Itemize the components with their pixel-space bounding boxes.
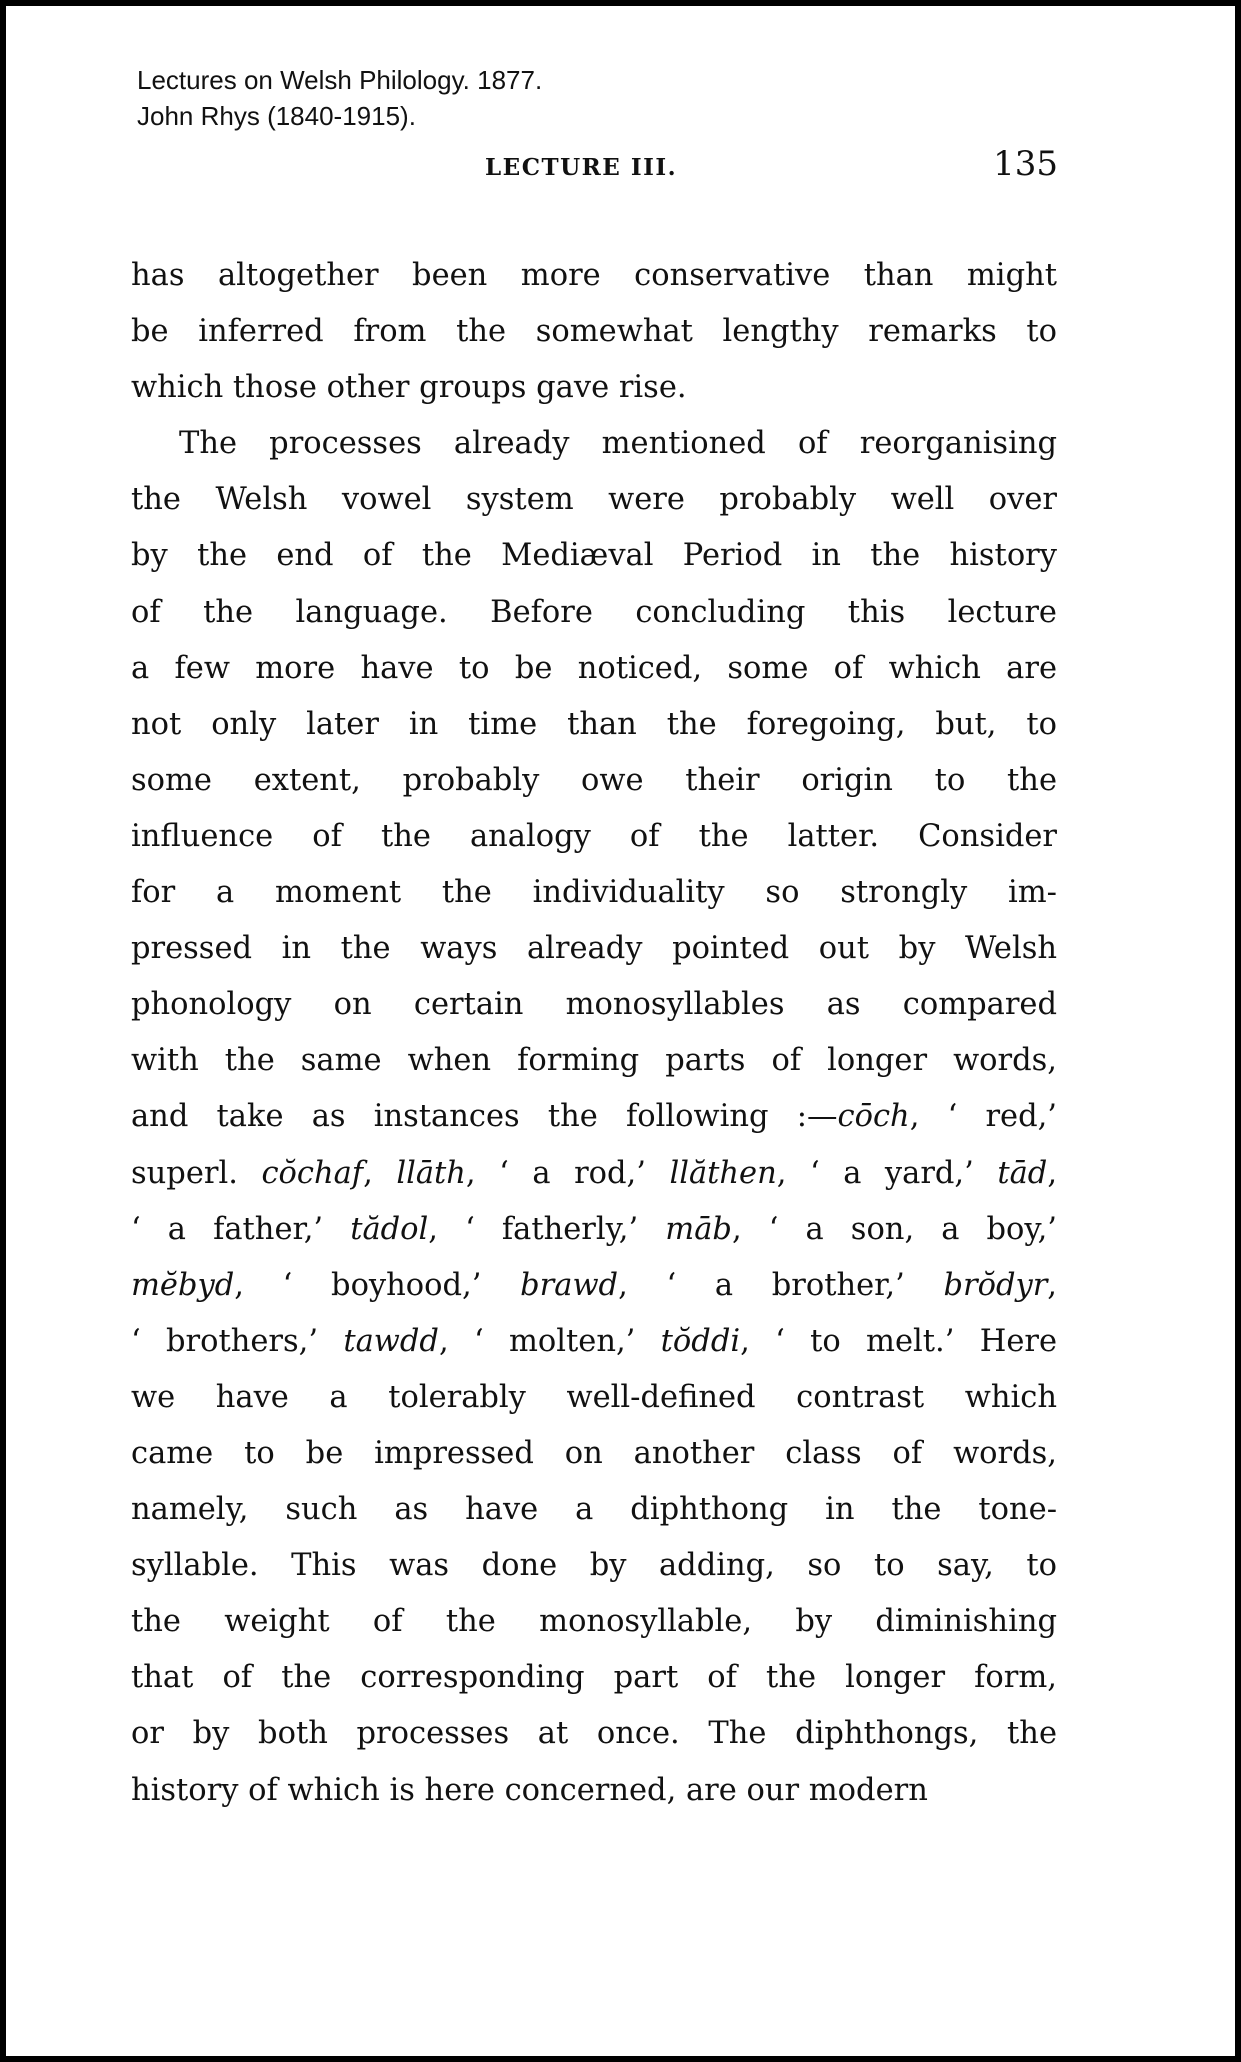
text-segment: , ‘ a rod,’ — [465, 1155, 670, 1191]
text-segment: syllable. This was done by adding, so to say, to — [131, 1548, 1057, 1584]
text-line — [131, 248, 1057, 304]
text-segment: superl. — [131, 1155, 262, 1191]
page-number: 135 — [993, 144, 1058, 184]
text-line — [131, 1482, 1057, 1538]
text-line — [131, 1089, 1057, 1145]
text-line — [131, 1258, 1057, 1314]
text-line — [131, 416, 1057, 472]
text-segment: , ‘ molten,’ — [438, 1323, 661, 1359]
text-line — [131, 1314, 1057, 1370]
text-segment: , ‘ red,’ — [909, 1099, 1058, 1135]
text-segment: namely, such as have a diphthong in the tone- — [131, 1492, 1057, 1528]
text-segment: ‘ brothers,’ — [131, 1323, 344, 1359]
source-citation — [137, 62, 542, 134]
text-segment: , ‘ to melt.’ Here — [740, 1323, 1058, 1359]
text-line — [131, 472, 1057, 528]
text-segment: the Welsh vowel system were probably well over — [131, 482, 1057, 518]
text-segment: , — [1047, 1267, 1057, 1303]
text-segment: be inferred from the somewhat lengthy remarks to — [131, 314, 1057, 350]
text-line — [131, 1706, 1057, 1762]
text-segment: has altogether been more conservative than might — [131, 258, 1057, 293]
text-segment: and take as instances the following :— — [131, 1099, 838, 1135]
text-segment: came to be impressed on another class of words, — [131, 1435, 1057, 1471]
italic-welsh-word: tădol — [350, 1211, 429, 1247]
text-line — [131, 977, 1057, 1033]
text-segment: , — [363, 1155, 397, 1191]
body-text — [131, 248, 1057, 1819]
text-segment: , ‘ boyhood,’ — [234, 1267, 521, 1303]
italic-welsh-word: tŏddi — [660, 1323, 741, 1359]
italic-welsh-word: tawdd — [343, 1323, 439, 1359]
text-line — [131, 304, 1057, 360]
text-line — [131, 1426, 1057, 1482]
text-segment: not only later in time than the foregoing, but, to — [131, 706, 1057, 742]
text-segment: , ‘ a brother,’ — [618, 1267, 944, 1303]
text-segment: history of which is here concerned, are our modern — [131, 1772, 928, 1808]
text-segment: pressed in the ways already pointed out by Welsh — [131, 931, 1057, 967]
text-segment: with the same when forming parts of longer words, — [131, 1043, 1057, 1079]
text-segment: , — [1047, 1155, 1058, 1191]
text-segment: or by both processes at once. The diphthongs, the — [131, 1716, 1057, 1752]
text-line — [131, 585, 1057, 641]
text-segment: influence of the analogy of the latter. Consider — [131, 818, 1057, 854]
italic-welsh-word: llăthen — [669, 1155, 777, 1191]
italic-welsh-word: cōch — [837, 1099, 910, 1135]
text-segment: that of the corresponding part of the longer form, — [131, 1660, 1057, 1696]
text-segment: , ‘ a son, a boy,’ — [731, 1211, 1057, 1247]
text-line — [131, 1650, 1057, 1706]
text-line — [131, 1033, 1057, 1089]
text-line — [131, 1370, 1057, 1426]
text-segment: phonology on certain monosyllables as compared — [131, 987, 1057, 1023]
text-line — [131, 865, 1057, 921]
text-line — [131, 1202, 1057, 1258]
text-segment: The processes already mentioned of reorganising — [179, 426, 1057, 462]
italic-welsh-word: llāth — [396, 1155, 466, 1191]
text-segment: , ‘ a yard,’ — [776, 1155, 998, 1191]
italic-welsh-word: brawd — [520, 1267, 619, 1303]
text-segment: some extent, probably owe their origin to the — [131, 762, 1057, 798]
text-line — [131, 1538, 1057, 1594]
italic-welsh-word: mĕbyd — [131, 1267, 235, 1303]
running-head — [0, 144, 1241, 192]
text-line — [131, 1146, 1057, 1202]
running-head-title: LECTURE III. — [485, 154, 678, 181]
text-line — [131, 1763, 1057, 1819]
italic-welsh-word: cŏchaf — [261, 1155, 364, 1191]
text-segment: , ‘ fatherly,’ — [428, 1211, 666, 1247]
text-line — [131, 641, 1057, 697]
text-segment: of the language. Before concluding this lecture — [131, 594, 1057, 630]
text-segment: the weight of the monosyllable, by diminishing — [131, 1604, 1057, 1640]
text-line — [131, 697, 1057, 753]
text-line — [131, 360, 1057, 416]
text-segment: which those other groups gave rise. — [131, 370, 687, 406]
text-line — [131, 921, 1057, 977]
text-line — [131, 528, 1057, 584]
text-segment: we have a tolerably well-defined contrast which — [131, 1379, 1057, 1415]
author-line: John Rhys (1840-1915). — [137, 101, 416, 131]
text-segment: ‘ a father,’ — [131, 1211, 351, 1247]
text-line — [131, 753, 1057, 809]
text-segment: by the end of the Mediæval Period in the history — [131, 538, 1057, 574]
text-line — [131, 809, 1057, 865]
italic-welsh-word: brŏdyr — [943, 1267, 1048, 1303]
text-segment: for a moment the individuality so strongly im- — [131, 875, 1057, 911]
book-title-line: Lectures on Welsh Philology. 1877. — [137, 65, 543, 95]
text-segment: a few more have to be noticed, some of which are — [131, 650, 1057, 686]
text-line — [131, 1594, 1057, 1650]
italic-welsh-word: tād — [997, 1155, 1048, 1191]
italic-welsh-word: māb — [665, 1211, 732, 1247]
